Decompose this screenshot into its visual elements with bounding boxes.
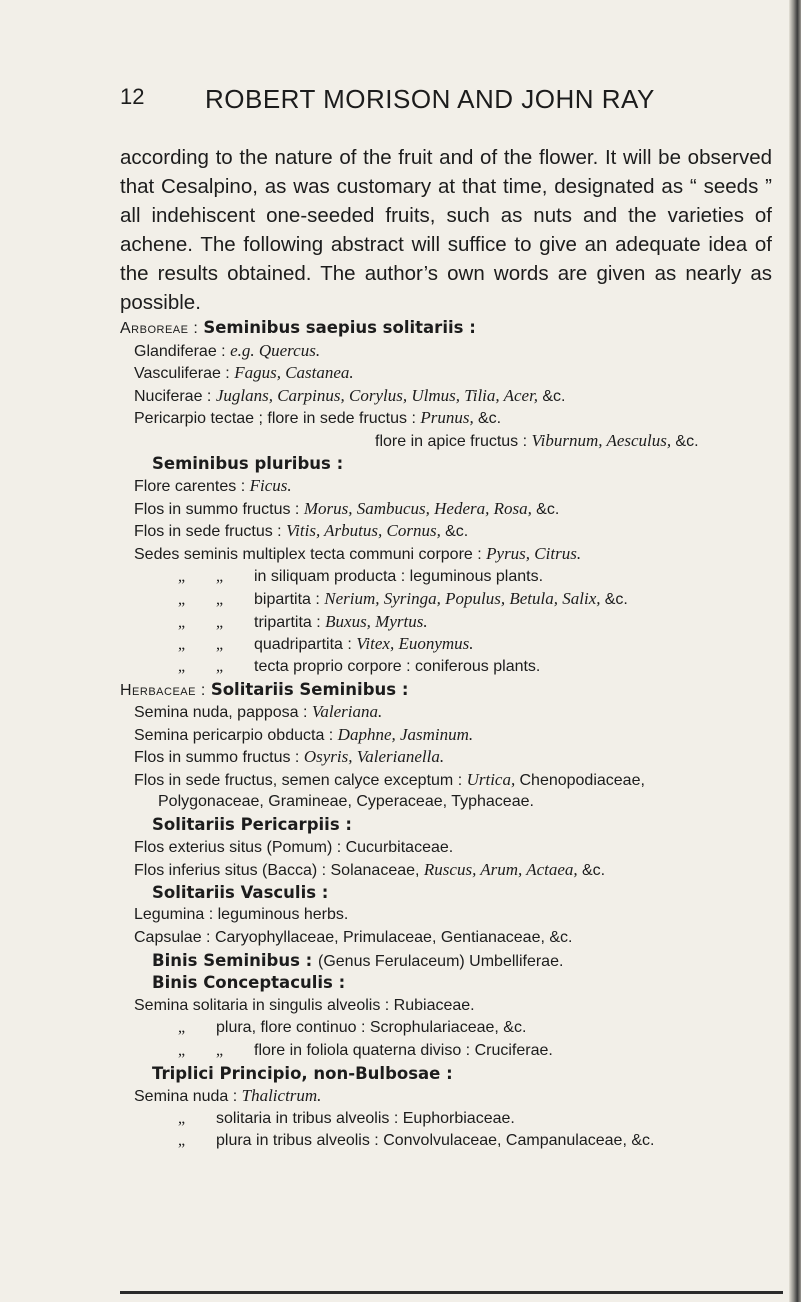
- list-item: Flore carentes : Ficus.: [134, 476, 292, 496]
- list-item: „ „ flore in foliola quaterna diviso : Cruciferae.: [178, 1042, 553, 1059]
- list-item: „ „ tecta proprio corpore : coniferous plants.: [178, 657, 541, 675]
- list-item: Arboreae : Seminibus saepius solitariis :: [120, 318, 476, 337]
- list-heading: Binis Conceptaculis :: [152, 973, 346, 993]
- list-item: Semina pericarpio obducta : Daphne, Jasminum.: [134, 724, 474, 744]
- list-item: „ plura in tribus alveolis : Convolvulaceae, Campanulaceae, &c.: [178, 1132, 655, 1150]
- list-item: Semina solitaria in singulis alveolis : Rubiaceae.: [134, 996, 475, 1014]
- bottom-rule: [120, 1291, 783, 1294]
- list-item: „ plura, flore continuo : Scrophulariaceae, &c.: [178, 1019, 527, 1037]
- list-heading: Seminibus pluribus :: [152, 453, 344, 473]
- running-title: ROBERT MORISON AND JOHN RAY: [205, 84, 655, 114]
- list-item: „ „ tripartita : Buxus, Myrtus.: [178, 611, 428, 631]
- list-item: Flos in summo fructus : Osyris, Valerianella.: [134, 747, 445, 767]
- list-item: „ solitaria in tribus alveolis : Euphorbiaceae.: [178, 1109, 515, 1127]
- list-item: Legumina : leguminous herbs.: [134, 906, 349, 924]
- page-number: 12: [120, 84, 145, 109]
- list-item: Flos inferius situs (Bacca) : Solanaceae, Ruscus, Arum, Actaea, &c.: [134, 860, 606, 880]
- list-item: Capsulae : Caryophyllaceae, Primulaceae, Gentianaceae, &c.: [134, 929, 573, 947]
- list-heading: Binis Seminibus : (Genus Ferulaceum) Umbelliferae.: [152, 950, 564, 970]
- list-item: Flos in summo fructus : Morus, Sambucus, Hedera, Rosa, &c.: [134, 498, 560, 518]
- list-item: Flos exterius situs (Pomum) : Cucurbitaceae.: [134, 838, 454, 856]
- list-item: Flos in sede fructus, semen calyce exceptum : Urtica, Chenopodiaceae,: [134, 769, 645, 789]
- list-item: Flos in sede fructus : Vitis, Arbutus, Cornus, &c.: [134, 521, 469, 541]
- list-item: Glandiferae : e.g. Quercus.: [134, 340, 321, 360]
- list-item: Sedes seminis multiplex tecta communi corpore : Pyrus, Citrus.: [134, 543, 582, 563]
- list-heading: Triplici Principio, non-Bulbosae :: [152, 1063, 453, 1083]
- list-item: Pericarpio tectae ; flore in sede fructus : Prunus, &c.: [134, 408, 502, 428]
- classification-list: [120, 317, 780, 1153]
- page-header: [120, 84, 770, 114]
- list-item: Polygonaceae, Gramineae, Cyperaceae, Typhaceae.: [158, 793, 534, 811]
- list-item: „ „ in siliquam producta : leguminous plants.: [178, 567, 544, 585]
- list-item: Semina nuda : Thalictrum.: [134, 1086, 322, 1106]
- list-heading: Solitariis Pericarpiis :: [152, 815, 352, 835]
- list-item: Semina nuda, papposa : Valeriana.: [134, 702, 383, 722]
- list-item: flore in apice fructus : Viburnum, Aesculus, &c.: [375, 430, 699, 450]
- list-item: „ „ bipartita : Nerium, Syringa, Populus, Betula, Salix, &c.: [178, 589, 628, 609]
- list-item: Nuciferae : Juglans, Carpinus, Corylus, Ulmus, Tilia, Acer, &c.: [134, 385, 566, 405]
- list-heading: Solitariis Vasculis :: [152, 882, 329, 902]
- list-item: Herbaceae : Solitariis Seminibus :: [120, 679, 409, 699]
- intro-paragraph: according to the nature of the fruit and of the flower. It will be observed that Cesalpino, as was customary at that time, designated as “ seeds ” all indehiscent one-seeded fruits, such as nuts and the varieties of achene. The following abstract will suffice to give an adequate idea of the results obtained. The author’s own words are given as nearly as possible.: [120, 145, 772, 314]
- page-edge-shadow: [789, 0, 801, 1302]
- list-item: Vasculiferae : Fagus, Castanea.: [134, 363, 354, 383]
- list-item: „ „ quadripartita : Vitex, Euonymus.: [178, 634, 474, 654]
